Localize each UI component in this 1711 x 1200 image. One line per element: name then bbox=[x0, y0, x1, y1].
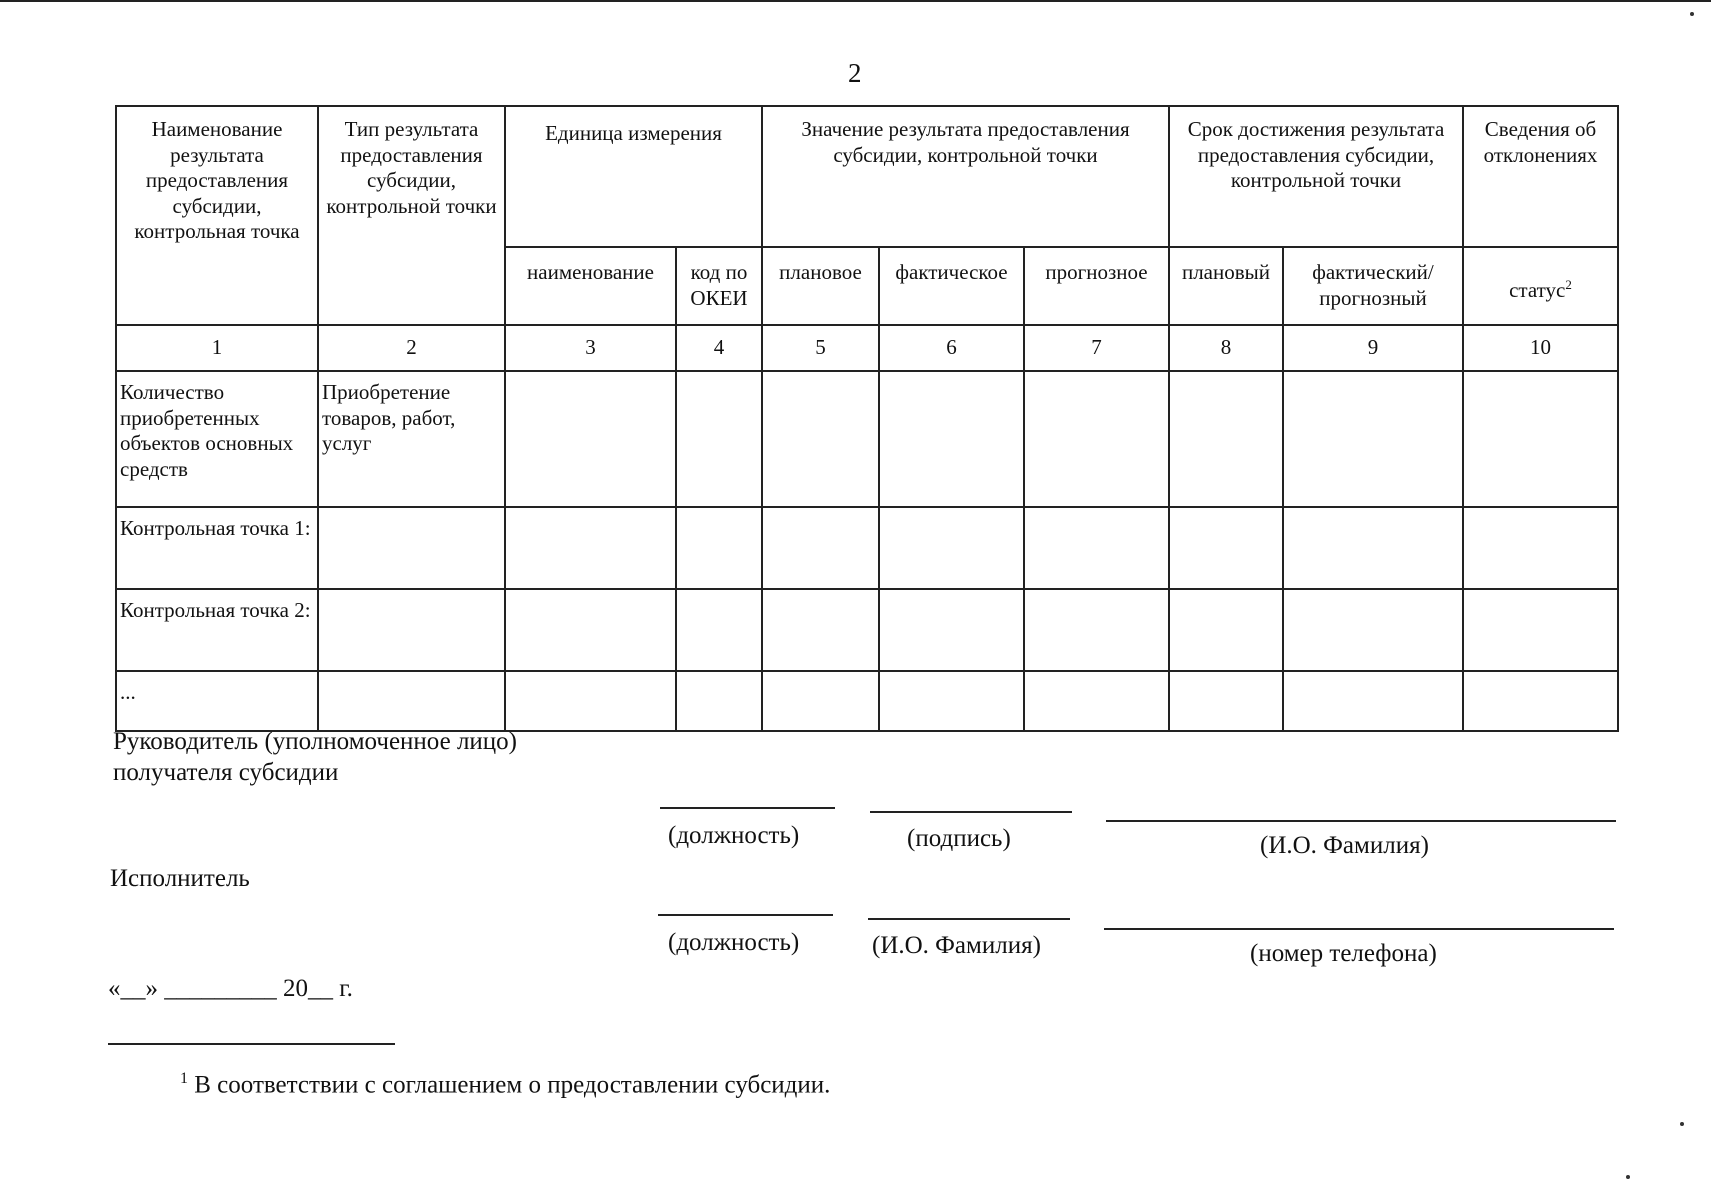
head-signature-caption: (подпись) bbox=[907, 825, 1011, 852]
empty-cell bbox=[505, 507, 676, 589]
column-number: 5 bbox=[762, 325, 879, 371]
column-number: 2 bbox=[318, 325, 505, 371]
executor-position-caption: (должность) bbox=[668, 929, 800, 956]
empty-cell bbox=[879, 371, 1024, 507]
empty-cell bbox=[1024, 371, 1169, 507]
empty-cell bbox=[762, 371, 879, 507]
footnote bbox=[180, 1070, 830, 1099]
head-fullname-caption: (И.О. Фамилия) bbox=[1260, 832, 1429, 859]
result-name-cell: Количество приобретенных объектов основных средств bbox=[116, 371, 318, 507]
header-term-fact: фактический/ прогнозный bbox=[1283, 247, 1463, 325]
footnote-text: В соответствии с соглашением о предоставлении субсидии. bbox=[194, 1071, 831, 1099]
footnote-marker: 1 bbox=[180, 1070, 188, 1087]
header-unit-name: наименование bbox=[505, 247, 676, 325]
empty-cell bbox=[1169, 589, 1283, 671]
header-term-plan: плановый bbox=[1169, 247, 1283, 325]
empty-cell bbox=[879, 671, 1024, 731]
column-number: 3 bbox=[505, 325, 676, 371]
empty-cell bbox=[1169, 671, 1283, 731]
header-result-type: Тип результата предоставления субсидии, контрольной точки bbox=[318, 106, 505, 325]
empty-cell bbox=[1463, 589, 1618, 671]
column-number: 10 bbox=[1463, 325, 1618, 371]
header-unit-code: код по ОКЕИ bbox=[676, 247, 762, 325]
empty-cell bbox=[1169, 507, 1283, 589]
empty-cell bbox=[318, 589, 505, 671]
empty-cell bbox=[505, 589, 676, 671]
empty-cell bbox=[879, 507, 1024, 589]
head-signature-line bbox=[870, 811, 1072, 813]
footnote-separator bbox=[108, 1043, 395, 1045]
head-position-caption: (должность) bbox=[668, 822, 800, 849]
head-label-line2: получателя субсидии bbox=[113, 759, 339, 786]
empty-cell bbox=[1283, 671, 1463, 731]
empty-cell bbox=[676, 371, 762, 507]
header-value-plan: плановое bbox=[762, 247, 879, 325]
head-position-line bbox=[660, 807, 835, 809]
column-number: 4 bbox=[676, 325, 762, 371]
table-row bbox=[116, 589, 1618, 671]
header-deviation-group: Сведения об отклонениях bbox=[1463, 106, 1618, 247]
executor-position-line bbox=[658, 914, 833, 916]
empty-cell bbox=[676, 589, 762, 671]
header-value-fact: фактическое bbox=[879, 247, 1024, 325]
empty-cell bbox=[762, 507, 879, 589]
empty-cell bbox=[1283, 371, 1463, 507]
head-label-line1: Руководитель (уполномоченное лицо) bbox=[113, 728, 518, 755]
empty-cell bbox=[318, 507, 505, 589]
scan-speck bbox=[1626, 1175, 1630, 1179]
empty-cell bbox=[1463, 671, 1618, 731]
header-value-forecast: прогнозное bbox=[1024, 247, 1169, 325]
header-deviation-status: статус$^2$ bbox=[1463, 247, 1618, 325]
header-term-group: Срок достижения результата предоставления субсидии, контрольной точки bbox=[1169, 106, 1463, 247]
results-table bbox=[115, 105, 1619, 732]
date-line: «__» _________ 20__ г. bbox=[108, 975, 353, 1002]
table-row bbox=[116, 371, 1618, 507]
ellipsis-cell: ... bbox=[116, 671, 318, 731]
column-number: 6 bbox=[879, 325, 1024, 371]
empty-cell bbox=[1024, 507, 1169, 589]
empty-cell bbox=[762, 671, 879, 731]
header-value-group: Значение результата предоставления субсидии, контрольной точки bbox=[762, 106, 1169, 247]
page-number: 2 bbox=[848, 58, 862, 88]
empty-cell bbox=[762, 589, 879, 671]
empty-cell bbox=[1024, 589, 1169, 671]
empty-cell bbox=[676, 507, 762, 589]
executor-phone-caption: (номер телефона) bbox=[1250, 940, 1437, 967]
column-number: 7 bbox=[1024, 325, 1169, 371]
header-unit-group: Единица измерения bbox=[505, 106, 762, 247]
empty-cell bbox=[1463, 507, 1618, 589]
empty-cell bbox=[1283, 589, 1463, 671]
empty-cell bbox=[879, 589, 1024, 671]
scan-speck bbox=[1680, 1122, 1684, 1126]
control-point-cell: Контрольная точка 1: bbox=[116, 507, 318, 589]
executor-phone-line bbox=[1104, 928, 1614, 930]
header-result-name: Наименование результата предоставления субсидии, контрольная точка bbox=[116, 106, 318, 325]
scan-speck bbox=[1690, 12, 1694, 16]
empty-cell bbox=[1283, 507, 1463, 589]
column-number: 1 bbox=[116, 325, 318, 371]
table-row bbox=[116, 507, 1618, 589]
head-fullname-line bbox=[1106, 820, 1616, 822]
control-point-cell: Контрольная точка 2: bbox=[116, 589, 318, 671]
empty-cell bbox=[676, 671, 762, 731]
empty-cell bbox=[1169, 371, 1283, 507]
empty-cell bbox=[505, 371, 676, 507]
result-type-cell: Приобретение товаров, работ, услуг bbox=[318, 371, 505, 507]
column-number: 9 bbox=[1283, 325, 1463, 371]
empty-cell bbox=[505, 671, 676, 731]
empty-cell bbox=[1024, 671, 1169, 731]
empty-cell bbox=[318, 671, 505, 731]
top-border-line bbox=[0, 0, 1711, 2]
executor-fullname-caption: (И.О. Фамилия) bbox=[872, 932, 1041, 959]
column-number: 8 bbox=[1169, 325, 1283, 371]
executor-fullname-line bbox=[868, 918, 1070, 920]
executor-label: Исполнитель bbox=[110, 865, 250, 892]
table-row bbox=[116, 671, 1618, 731]
empty-cell bbox=[1463, 371, 1618, 507]
